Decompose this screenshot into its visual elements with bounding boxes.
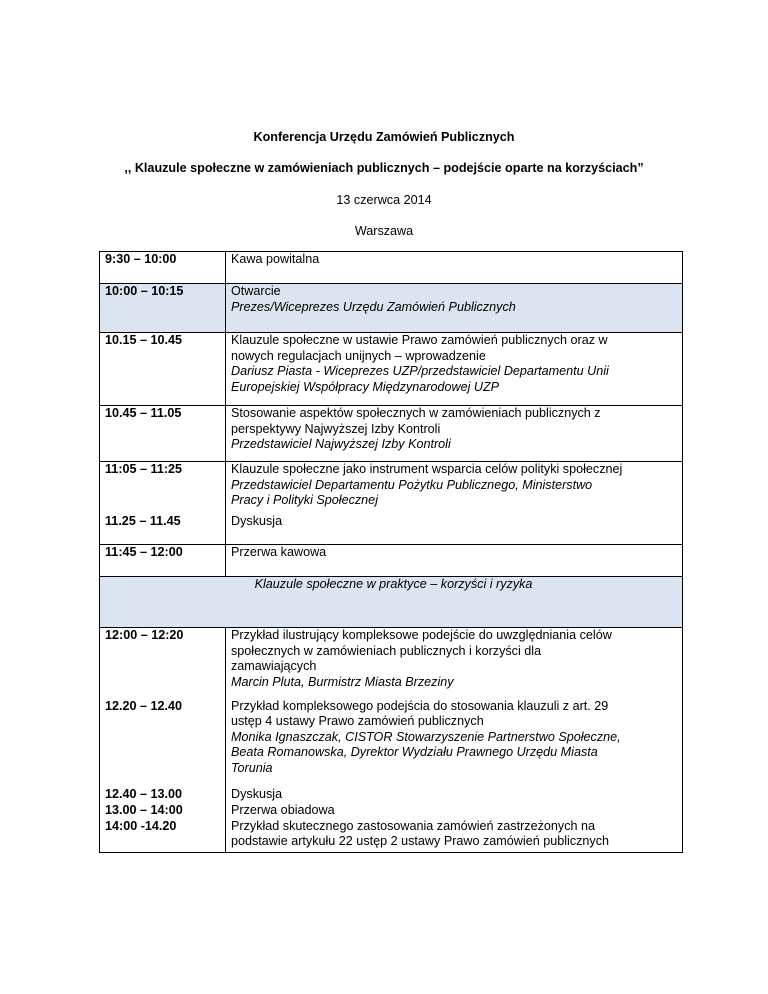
- agenda-row: [100, 406, 683, 462]
- conference-date: 13 czerwca 2014: [336, 193, 432, 207]
- agenda-row: [100, 514, 683, 545]
- agenda-speaker-line: Marcin Pluta, Burmistrz Miasta Brzeziny: [231, 674, 454, 689]
- agenda-text-line: społecznych w zamówieniach publicznych i korzyści dla: [231, 643, 542, 658]
- agenda-time: 9:30 – 10:00: [100, 252, 226, 284]
- agenda-time: 11:05 – 11:25: [100, 462, 226, 514]
- agenda-description: [226, 803, 683, 819]
- agenda-speaker-line: Torunia: [231, 760, 273, 775]
- agenda-text-line: nowych regulacjach unijnych – wprowadzenie: [231, 348, 486, 363]
- agenda-table: [99, 251, 683, 853]
- agenda-text-line: ustęp 4 ustawy Prawo zamówień publicznych: [231, 714, 484, 729]
- agenda-text-line: podstawie artykułu 22 ustęp 2 ustawy Prawo zamówień publicznych: [231, 834, 610, 849]
- agenda-text-line: Kawa powitalna: [231, 252, 320, 266]
- agenda-text-line: Stosowanie aspektów społecznych w zamówieniach publicznych z: [231, 406, 601, 420]
- agenda-speaker-line: Beata Romanowska, Dyrektor Wydziału Prawnego Urzędu Miasta: [231, 745, 598, 760]
- agenda-row: [100, 819, 683, 853]
- agenda-description: [226, 787, 683, 803]
- agenda-description: [226, 406, 683, 462]
- agenda-time: 10:00 – 10:15: [100, 284, 226, 333]
- agenda-speaker-line: Europejskiej Współpracy Międzynarodowej UZP: [231, 379, 500, 394]
- agenda-description: [226, 284, 683, 333]
- agenda-row: [100, 699, 683, 787]
- agenda-description: [226, 545, 683, 577]
- agenda-row: [100, 333, 683, 406]
- agenda-text-line: Przykład skutecznego zastosowania zamówień zastrzeżonych na: [231, 818, 596, 833]
- agenda-text-line: Przerwa obiadowa: [231, 802, 335, 817]
- agenda-description: [226, 699, 683, 787]
- agenda-speaker-line: Dariusz Piasta - Wiceprezes UZP/przedstawiciel Departamentu Unii: [231, 364, 609, 379]
- agenda-time: 10.45 – 11.05: [100, 406, 226, 462]
- agenda-text-line: Dyskusja: [231, 786, 283, 801]
- agenda-description: [226, 333, 683, 406]
- agenda-row: [100, 803, 683, 819]
- agenda-text-line: Przykład ilustrujący kompleksowe podejście do uwzględniania celów: [231, 628, 612, 642]
- agenda-description: [226, 628, 683, 699]
- agenda-row: [100, 284, 683, 333]
- agenda-row: [100, 628, 683, 699]
- agenda-row: [100, 787, 683, 803]
- agenda-time: 12.40 – 13.00: [100, 787, 226, 803]
- agenda-time: 12:00 – 12:20: [100, 628, 226, 699]
- agenda-row: [100, 252, 683, 284]
- agenda-speaker-line: Pracy i Polityki Społecznej: [231, 493, 378, 508]
- agenda-speaker-line: Przedstawiciel Departamentu Pożytku Publicznego, Ministerstwo: [231, 477, 593, 492]
- agenda-text-line: zamawiających: [231, 659, 317, 674]
- agenda-description: [226, 819, 683, 853]
- agenda-section-title: Klauzule społeczne w praktyce – korzyści i ryzyka: [100, 577, 683, 628]
- agenda-row: [100, 462, 683, 514]
- agenda-time: 10.15 – 10.45: [100, 333, 226, 406]
- agenda-text-line: Dyskusja: [231, 513, 283, 528]
- agenda-row: [100, 545, 683, 577]
- agenda-time: 13.00 – 14:00: [100, 803, 226, 819]
- agenda-text-line: Otwarcie: [231, 284, 281, 298]
- agenda-description: [226, 252, 683, 284]
- agenda-text-line: Przerwa kawowa: [231, 545, 327, 559]
- conference-subtitle: ,, Klauzule społeczne w zamówieniach publicznych – podejście oparte na korzyściach”: [124, 161, 644, 175]
- agenda-speaker-line: Monika Ignaszczak, CISTOR Stowarzyszenie Partnerstwo Społeczne,: [231, 729, 621, 744]
- agenda-time: 11.25 – 11.45: [100, 514, 226, 545]
- agenda-text-line: Przykład kompleksowego podejścia do stosowania klauzuli z art. 29: [231, 698, 609, 713]
- agenda-time: 12.20 – 12.40: [100, 699, 226, 787]
- agenda-text-line: perspektywy Najwyższej Izby Kontroli: [231, 421, 441, 436]
- conference-city: Warszawa: [354, 224, 414, 238]
- agenda-speaker-line: Prezes/Wiceprezes Urzędu Zamówień Publicznych: [231, 299, 516, 314]
- agenda-speaker-line: Przedstawiciel Najwyższej Izby Kontroli: [231, 437, 451, 452]
- agenda-time: 14:00 -14.20: [100, 819, 226, 853]
- agenda-text-line: Klauzule społeczne jako instrument wsparcia celów polityki społecznej: [231, 462, 623, 476]
- agenda-description: [226, 462, 683, 514]
- agenda-text-line: Klauzule społeczne w ustawie Prawo zamówień publicznych oraz w: [231, 333, 608, 347]
- agenda-section-row: [100, 577, 683, 628]
- agenda-time: 11:45 – 12:00: [100, 545, 226, 577]
- agenda-description: [226, 514, 683, 545]
- conference-title: Konferencja Urzędu Zamówień Publicznych: [253, 130, 515, 144]
